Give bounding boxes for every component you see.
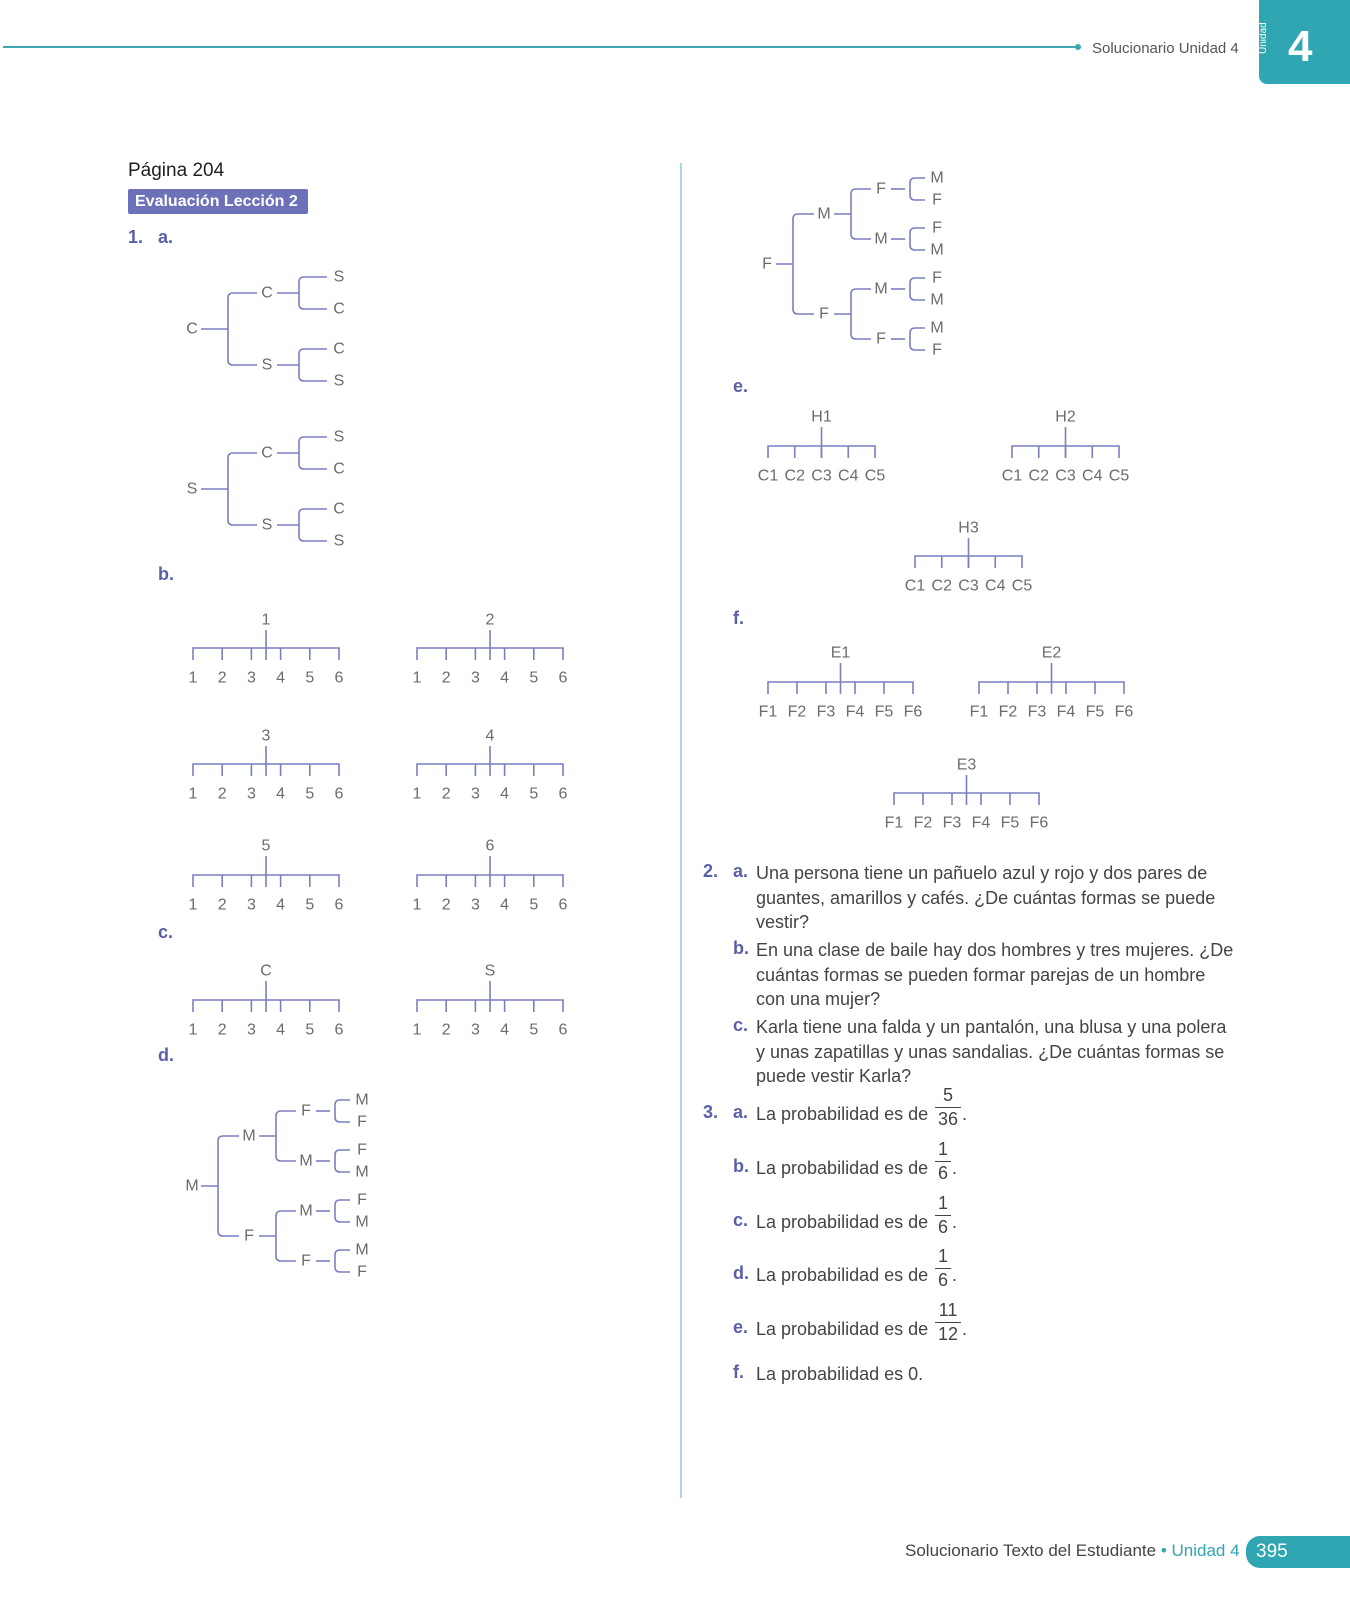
fan-1c-s-leaf-5: 6 — [558, 1021, 568, 1039]
tree-1d-m-bracket-3-10 — [335, 1200, 350, 1222]
fraction-3b — [935, 1139, 951, 1184]
fan-1f-e2-leaf-1: F2 — [998, 703, 1018, 721]
unit-tab-number: 4 — [1288, 22, 1313, 71]
tree-1d-m-l1-1-label: F — [244, 1227, 254, 1245]
fan-1b-2-leaf-5: 6 — [558, 669, 568, 687]
fan-1b-1-leaf-1: 2 — [217, 669, 227, 687]
page-number: 395 — [1256, 1541, 1288, 1562]
fan-1b-4-leaf-2: 3 — [470, 785, 480, 803]
item-label-2a: a. — [733, 861, 749, 881]
tree-1a-c-node-1-label: S — [261, 356, 273, 374]
fraction-3c-denominator: 6 — [937, 1217, 948, 1237]
answer-3b-period: . — [952, 1158, 958, 1178]
tree-1d-f-l2-11-label: F — [876, 330, 886, 348]
fan-1e-h3-leaf-4: C5 — [1011, 577, 1033, 595]
fan-1f-e1-leaf-0: F1 — [758, 703, 778, 721]
fan-1f-e1-leaf-3: F4 — [845, 703, 865, 721]
fraction-3d-denominator: 6 — [937, 1270, 948, 1290]
fan-1f-e3-leaf-3: F4 — [971, 814, 991, 832]
fan-1c-c-root-label: C — [260, 962, 272, 980]
fan-1b-2-leaf-0: 1 — [412, 669, 422, 687]
tree-1d-m-leaf-11a: M — [355, 1241, 369, 1259]
fan-1b-5-leaf-2: 3 — [246, 896, 256, 914]
tree-1d-m-l2-01-label: M — [299, 1152, 313, 1170]
answer-3d-period: . — [952, 1265, 958, 1285]
fan-1b-5-leaf-3: 4 — [276, 896, 286, 914]
answer-3e-prefix: La probabilidad es de — [756, 1319, 929, 1339]
tree-1d-f-l2-10-label: M — [874, 280, 888, 298]
item-label-2b: b. — [733, 938, 749, 958]
fan-1b-6-leaf-4: 5 — [529, 896, 539, 914]
item-label-2c: c. — [733, 1015, 749, 1035]
footer-separator: • — [1160, 1541, 1167, 1560]
item-label-1c: c. — [158, 922, 174, 942]
tree-1a-s-leaf-1b: S — [333, 532, 345, 550]
fan-1c-c-leaf-0: 1 — [188, 1021, 198, 1039]
tree-1d-f-leaf-11b: F — [932, 341, 942, 359]
fan-1e-h1-leaf-0: C1 — [757, 467, 779, 485]
answer-3c-period: . — [952, 1212, 958, 1232]
fan-1c-s-leaf-2: 3 — [470, 1021, 480, 1039]
fan-1e-h1-leaf-1: C2 — [784, 467, 805, 485]
answer-3c-prefix: La probabilidad es de — [756, 1212, 929, 1232]
answer-3f-text: La probabilidad es 0. — [756, 1364, 924, 1384]
fan-1b-1-leaf-0: 1 — [188, 669, 198, 687]
fan-1b-6-leaf-5: 6 — [558, 896, 568, 914]
tree-1d-f-leaf-10a: F — [932, 269, 942, 287]
fraction-3a-numerator: 5 — [942, 1085, 953, 1105]
fan-1f-e3-leaf-5: F6 — [1029, 814, 1049, 832]
tree-1d-f-leaf-01b: M — [930, 241, 944, 259]
fan-1f-e2-leaf-0: F1 — [969, 703, 989, 721]
fan-1b-2-leaf-4: 5 — [529, 669, 539, 687]
tree-1d-f-leaf-01a: F — [932, 219, 942, 237]
fan-1f-e3-leaf-0: F1 — [884, 814, 904, 832]
fan-1b-2-root-label: 2 — [485, 611, 495, 629]
fan-1e-h1-leaf-3: C4 — [838, 467, 859, 485]
fan-1b-3-leaf-2: 3 — [246, 785, 256, 803]
tree-1a-c-root-label: C — [186, 320, 198, 338]
tree-1d-f-bracket-2-0 — [851, 189, 871, 239]
answer-3a-prefix: La probabilidad es de — [756, 1104, 929, 1124]
tree-1a-c-leaf-0b: C — [333, 300, 345, 318]
fraction-3b-numerator: 1 — [937, 1139, 948, 1159]
fan-1f-e2-leaf-2: F3 — [1027, 703, 1047, 721]
fan-1f-e2-leaf-3: F4 — [1056, 703, 1076, 721]
item-label-1e: e. — [733, 376, 749, 396]
item-label-3c: c. — [733, 1210, 749, 1230]
tree-1d-m-bracket-2-1 — [276, 1211, 296, 1261]
tree-1d-m-leaf-10a: F — [357, 1191, 367, 1209]
item-label-3e: e. — [733, 1317, 749, 1337]
item-label-1a: a. — [158, 227, 174, 247]
tree-1d-f-l2-00-label: F — [876, 180, 886, 198]
footer-unit: Unidad 4 — [1171, 1541, 1240, 1560]
tree-1d-f-leaf-00a: M — [930, 169, 944, 187]
fan-1e-h3-leaf-0: C1 — [904, 577, 926, 595]
fan-1f-e1-leaf-5: F6 — [903, 703, 923, 721]
tree-1d-f-leaf-11a: M — [930, 319, 944, 337]
fan-1e-h2-leaf-2: C3 — [1055, 467, 1076, 485]
fan-1c-s-root-label: S — [484, 962, 496, 980]
fan-1e-h3-leaf-3: C4 — [985, 577, 1006, 595]
tree-1d-m-l2-11-label: F — [301, 1252, 311, 1270]
fan-1b-3-leaf-4: 5 — [305, 785, 315, 803]
fan-1b-6-leaf-1: 2 — [441, 896, 451, 914]
fan-1b-6-leaf-3: 4 — [500, 896, 510, 914]
fan-1f-e2-leaf-5: F6 — [1114, 703, 1134, 721]
question-2-number: 2. — [703, 861, 719, 881]
fan-1e-h1-leaf-2: C3 — [811, 467, 832, 485]
tree-1d-m-l2-00-label: F — [301, 1102, 311, 1120]
tree-1d-m-leaf-10b: M — [355, 1213, 369, 1231]
fraction-3c-numerator: 1 — [937, 1193, 948, 1213]
tree-1a-s-node-1-label: S — [261, 516, 273, 534]
tree-1a-c-leaf-1a: C — [333, 340, 345, 358]
fan-1b-4-leaf-5: 6 — [558, 785, 568, 803]
fan-1b-3-root-label: 3 — [261, 727, 271, 745]
fraction-3c — [935, 1193, 951, 1238]
fan-1f-e1-leaf-4: F5 — [874, 703, 894, 721]
fan-1b-2-leaf-2: 3 — [470, 669, 480, 687]
fan-1e-h2-leaf-4: C5 — [1108, 467, 1130, 485]
item-label-3f: f. — [733, 1362, 744, 1382]
tree-diagram-1d-f — [762, 170, 944, 359]
fan-1f-e1-leaf-1: F2 — [787, 703, 807, 721]
tree-1a-c-bracket-2-0 — [299, 277, 327, 309]
fan-1b-1-leaf-3: 4 — [276, 669, 286, 687]
answer-3d-prefix: La probabilidad es de — [756, 1265, 929, 1285]
fraction-3e-numerator: 11 — [938, 1300, 958, 1320]
fan-1e-h1-root-label: H1 — [811, 408, 832, 426]
fan-1e-h3-root-label: H3 — [958, 519, 979, 537]
answer-3a-period: . — [962, 1104, 968, 1124]
fan-1b-4-leaf-3: 4 — [500, 785, 510, 803]
tree-1d-m-leaf-01a: F — [357, 1141, 367, 1159]
question-2b-text: En una clase de baile hay dos hombres y tres mujeres. ¿De cuántas formas se pueden formar parejas de un hombre con una mujer? — [756, 940, 1234, 1009]
fan-1b-5-leaf-1: 2 — [217, 896, 227, 914]
fan-1f-e3-leaf-4: F5 — [1000, 814, 1020, 832]
tree-1d-f-l2-01-label: M — [874, 230, 888, 248]
fan-1b-2-leaf-3: 4 — [500, 669, 510, 687]
fan-1e-h1-leaf-4: C5 — [864, 467, 886, 485]
fan-1b-5-leaf-0: 1 — [188, 896, 198, 914]
lesson-badge: Evaluación Lección 2 — [128, 189, 308, 214]
tree-1a-s-bracket-2-0 — [299, 437, 327, 469]
fan-1b-5-root-label: 5 — [261, 837, 271, 855]
fan-1f-e1-leaf-2: F3 — [816, 703, 836, 721]
tree-1a-s-root-label: S — [186, 480, 198, 498]
tree-diagram-1d-m — [185, 1092, 368, 1281]
tree-1d-m-bracket-3-11 — [335, 1250, 350, 1272]
tree-1d-m-l2-10-label: M — [299, 1202, 313, 1220]
tree-1d-m-bracket-3-00 — [335, 1100, 350, 1122]
tree-diagram-1a-s — [187, 429, 345, 550]
tree-1a-s-leaf-0a: S — [333, 428, 345, 446]
fan-1e-h2-leaf-0: C1 — [1001, 467, 1023, 485]
tree-1d-f-l1-1-label: F — [819, 305, 829, 323]
item-label-1f: f. — [733, 608, 744, 628]
fan-1f-e3-leaf-1: F2 — [913, 814, 933, 832]
fan-1b-6-leaf-2: 3 — [470, 896, 480, 914]
tree-1d-f-l1-0-label: M — [817, 205, 831, 223]
fan-1e-h3-leaf-1: C2 — [931, 577, 952, 595]
tree-diagram-1a-c — [186, 269, 345, 390]
fan-1b-3-leaf-3: 4 — [276, 785, 286, 803]
fan-1b-1-leaf-5: 6 — [334, 669, 344, 687]
tree-1d-f-bracket-2-1 — [851, 289, 871, 339]
tree-1d-f-leaf-00b: F — [932, 191, 942, 209]
fan-1b-4-leaf-0: 1 — [412, 785, 422, 803]
fan-1c-c-leaf-3: 4 — [276, 1021, 286, 1039]
item-label-3d: d. — [733, 1263, 749, 1283]
fan-1b-4-leaf-4: 5 — [529, 785, 539, 803]
tree-1a-s-bracket-2-1 — [299, 509, 327, 541]
fan-1e-h2-leaf-3: C4 — [1082, 467, 1103, 485]
fan-1b-6-leaf-0: 1 — [412, 896, 422, 914]
question-3-number: 3. — [703, 1102, 719, 1122]
question-2c-text: Karla tiene una falda y un pantalón, una blusa y una polera y unas zapatillas y unas sandalias. ¿De cuántas formas se puede vestir Karla? — [756, 1017, 1227, 1086]
fan-1c-c-leaf-5: 6 — [334, 1021, 344, 1039]
fraction-3e-denominator: 12 — [937, 1324, 959, 1344]
fan-1b-1-leaf-2: 3 — [246, 669, 256, 687]
tree-1d-m-leaf-00a: M — [355, 1091, 369, 1109]
fan-1b-3-leaf-0: 1 — [188, 785, 198, 803]
fan-1c-c-leaf-4: 5 — [305, 1021, 315, 1039]
page-reference: Página 204 — [128, 160, 225, 181]
fan-1c-s-leaf-3: 4 — [500, 1021, 510, 1039]
fan-1b-1-root-label: 1 — [261, 611, 271, 629]
fan-1c-s-leaf-4: 5 — [529, 1021, 539, 1039]
footer-title: Solucionario Texto del Estudiante — [905, 1541, 1157, 1560]
tree-1d-f-bracket-1 — [793, 214, 814, 314]
fan-1c-s-leaf-1: 2 — [441, 1021, 451, 1039]
tree-1d-f-bracket-3-00 — [910, 178, 925, 200]
tree-1a-c-bracket-2-1 — [299, 349, 327, 381]
tree-1d-m-leaf-11b: F — [357, 1263, 367, 1281]
tree-1d-m-root-label: M — [185, 1177, 199, 1195]
tree-1d-m-bracket-3-01 — [335, 1150, 350, 1172]
tree-1a-c-leaf-0a: S — [333, 268, 345, 286]
fan-1e-h2-leaf-1: C2 — [1028, 467, 1049, 485]
fan-1f-e2-root-label: E2 — [1041, 644, 1062, 662]
fraction-3a-denominator: 36 — [937, 1109, 959, 1129]
tree-1d-m-leaf-00b: F — [357, 1113, 367, 1131]
tree-1d-m-l1-0-label: M — [242, 1127, 256, 1145]
fan-1b-2-leaf-1: 2 — [441, 669, 451, 687]
tree-1a-c-node-0-label: C — [261, 284, 273, 302]
fraction-3e — [935, 1300, 961, 1345]
fan-1f-e3-root-label: E3 — [956, 756, 977, 774]
tree-1a-s-node-0-label: C — [261, 444, 273, 462]
fan-1c-c-leaf-1: 2 — [217, 1021, 227, 1039]
tree-1d-f-bracket-3-11 — [910, 328, 925, 350]
fan-1b-6-root-label: 6 — [485, 837, 495, 855]
header-title: Solucionario Unidad 4 — [1092, 40, 1239, 57]
tree-1d-f-root-label: F — [762, 255, 772, 273]
fraction-3d-numerator: 1 — [937, 1246, 948, 1266]
tree-1a-s-leaf-0b: C — [333, 460, 345, 478]
question-1-number: 1. — [128, 227, 144, 247]
unit-tab-word: Unidad — [1258, 22, 1269, 54]
fan-1f-e2-leaf-4: F5 — [1085, 703, 1105, 721]
question-2a-text: Una persona tiene un pañuelo azul y rojo y dos pares de guantes, amarillos y cafés. ¿De cuántas formas se puede vestir? — [756, 863, 1216, 932]
fraction-3b-denominator: 6 — [937, 1163, 948, 1183]
item-label-3b: b. — [733, 1156, 749, 1176]
fan-1b-3-leaf-5: 6 — [334, 785, 344, 803]
answer-3b-prefix: La probabilidad es de — [756, 1158, 929, 1178]
tree-1a-s-bracket-1 — [228, 453, 257, 525]
fraction-3a — [935, 1085, 961, 1130]
tree-1d-m-bracket-2-0 — [276, 1111, 296, 1161]
fan-1e-h3-leaf-2: C3 — [958, 577, 979, 595]
fan-1b-5-leaf-5: 6 — [334, 896, 344, 914]
item-label-1b: b. — [158, 564, 174, 584]
tree-1d-f-bracket-3-10 — [910, 278, 925, 300]
tree-1a-c-bracket-1 — [228, 293, 257, 365]
fan-1b-1-leaf-4: 5 — [305, 669, 315, 687]
fan-1e-h2-root-label: H2 — [1055, 408, 1076, 426]
tree-1d-f-bracket-3-01 — [910, 228, 925, 250]
tree-1d-f-leaf-10b: M — [930, 291, 944, 309]
tree-1a-c-leaf-1b: S — [333, 372, 345, 390]
answer-3e-period: . — [962, 1319, 968, 1339]
fan-1b-3-leaf-1: 2 — [217, 785, 227, 803]
fan-1b-5-leaf-4: 5 — [305, 896, 315, 914]
fan-1f-e3-leaf-2: F3 — [942, 814, 962, 832]
fan-1f-e1-root-label: E1 — [830, 644, 851, 662]
fan-1b-4-leaf-1: 2 — [441, 785, 451, 803]
fan-1c-s-leaf-0: 1 — [412, 1021, 422, 1039]
tree-1d-m-leaf-01b: M — [355, 1163, 369, 1181]
footer-text — [905, 1541, 1240, 1561]
item-label-1d: d. — [158, 1045, 174, 1065]
fan-1b-4-root-label: 4 — [485, 727, 495, 745]
fraction-3d — [935, 1246, 951, 1291]
tree-1a-s-leaf-1a: C — [333, 500, 345, 518]
item-label-3a: a. — [733, 1102, 749, 1122]
tree-1d-m-bracket-1 — [218, 1136, 239, 1236]
fan-1c-c-leaf-2: 3 — [246, 1021, 256, 1039]
